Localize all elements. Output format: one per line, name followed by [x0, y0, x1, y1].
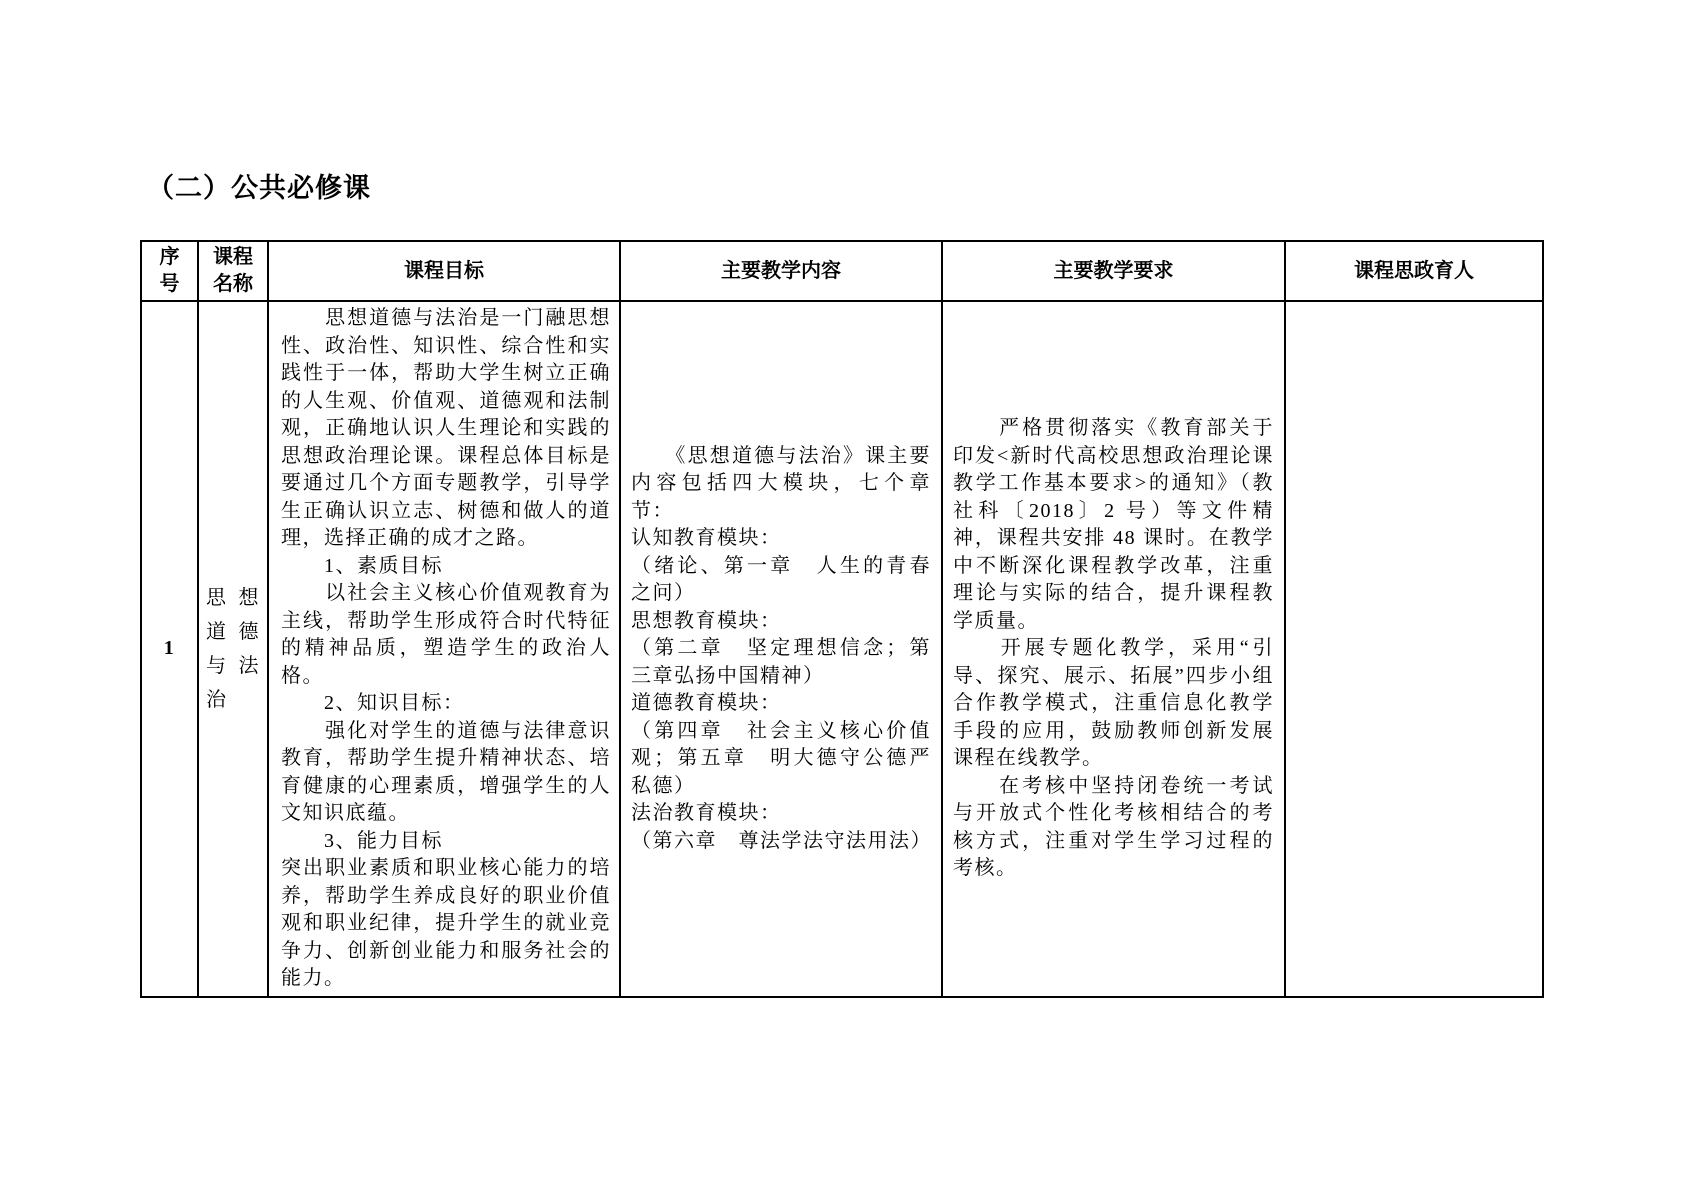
- table-header-row: [141, 241, 1543, 301]
- cell-teaching-content: [620, 301, 942, 997]
- section-title: （二）公共必修课: [147, 173, 371, 203]
- cell-number: 1: [141, 301, 198, 997]
- cell-course-name: [198, 301, 268, 997]
- course-table: [140, 240, 1544, 998]
- header-teaching-requirements: 主要教学要求: [942, 241, 1285, 301]
- teaching-content-text: 《思想道德与法治》课主要内容包括四大模块，七个章节： 认知教育模块： （绪论、第一章 人生的青春之问） 思想教育模块： （第二章 坚定理想信念；第三章弘扬中国精神） 道德教育模块： （第四章 社会主义核心价值观；第五章 明大德守公德严私德） 法治教育模块： （第六章 尊法学法守法用法）: [631, 444, 932, 852]
- cell-ideology-education: [1285, 301, 1543, 997]
- table-row: [141, 301, 1543, 997]
- course-objectives-text: 思想道德与法治是一门融思想性、政治性、知识性、综合性和实践性于一体，帮助大学生树立正确的人生观、价值观、道德观和法制观，正确地认识人生理论和实践的思想政治理论课。课程总体目标是要通过几个方面专题教学，引导学生正确认识立志、树德和做人的道理，选择正确的成才之路。 1、素质目标 以社会主义核心价值观教育为主线，帮助学生形成符合时代特征的精神品质，塑造学生的政治人格。 2、知识目标： 强化对学生的道德与法律意识教育，帮助学生提升精神状态、培育健康的心理素质，增强学生的人文知识底蕴。 3、能力目标 突出职业素质和职业核心能力的培养，帮助学生养成良好的职业价值观和职业纪律，提升学生的就业竞争力、创新创业能力和服务社会的能力。: [281, 307, 611, 989]
- header-number: [141, 241, 198, 301]
- course-name-text: 思想道德与法治: [206, 586, 260, 711]
- header-ideology-education: 课程思政育人: [1285, 241, 1543, 301]
- header-teaching-content: 主要教学内容: [620, 241, 942, 301]
- cell-teaching-requirements: [942, 301, 1285, 997]
- header-course-name: [198, 241, 268, 301]
- cell-course-objectives: [268, 301, 620, 997]
- header-course-objectives: 课程目标: [268, 241, 620, 301]
- header-course-name-label: 课程名称: [213, 246, 253, 295]
- teaching-requirements-text: 严格贯彻落实《教育部关于印发<新时代高校思想政治理论课教学工作基本要求>的通知》（教社科〔2018〕2 号）等文件精神，课程共安排 48 课时。在教学中不断深化课程教学改革，注重理论与实际的结合，提升课程教学质量。 开展专题化教学，采用“引导、探究、展示、拓展”四步小组合作教学模式，注重信息化教学手段的应用，鼓励教师创新发展课程在线教学。 在考核中坚持闭卷统一考试与开放式个性化考核相结合的考核方式，注重对学生学习过程的考核。: [953, 417, 1274, 879]
- header-number-label: 序号: [159, 246, 180, 295]
